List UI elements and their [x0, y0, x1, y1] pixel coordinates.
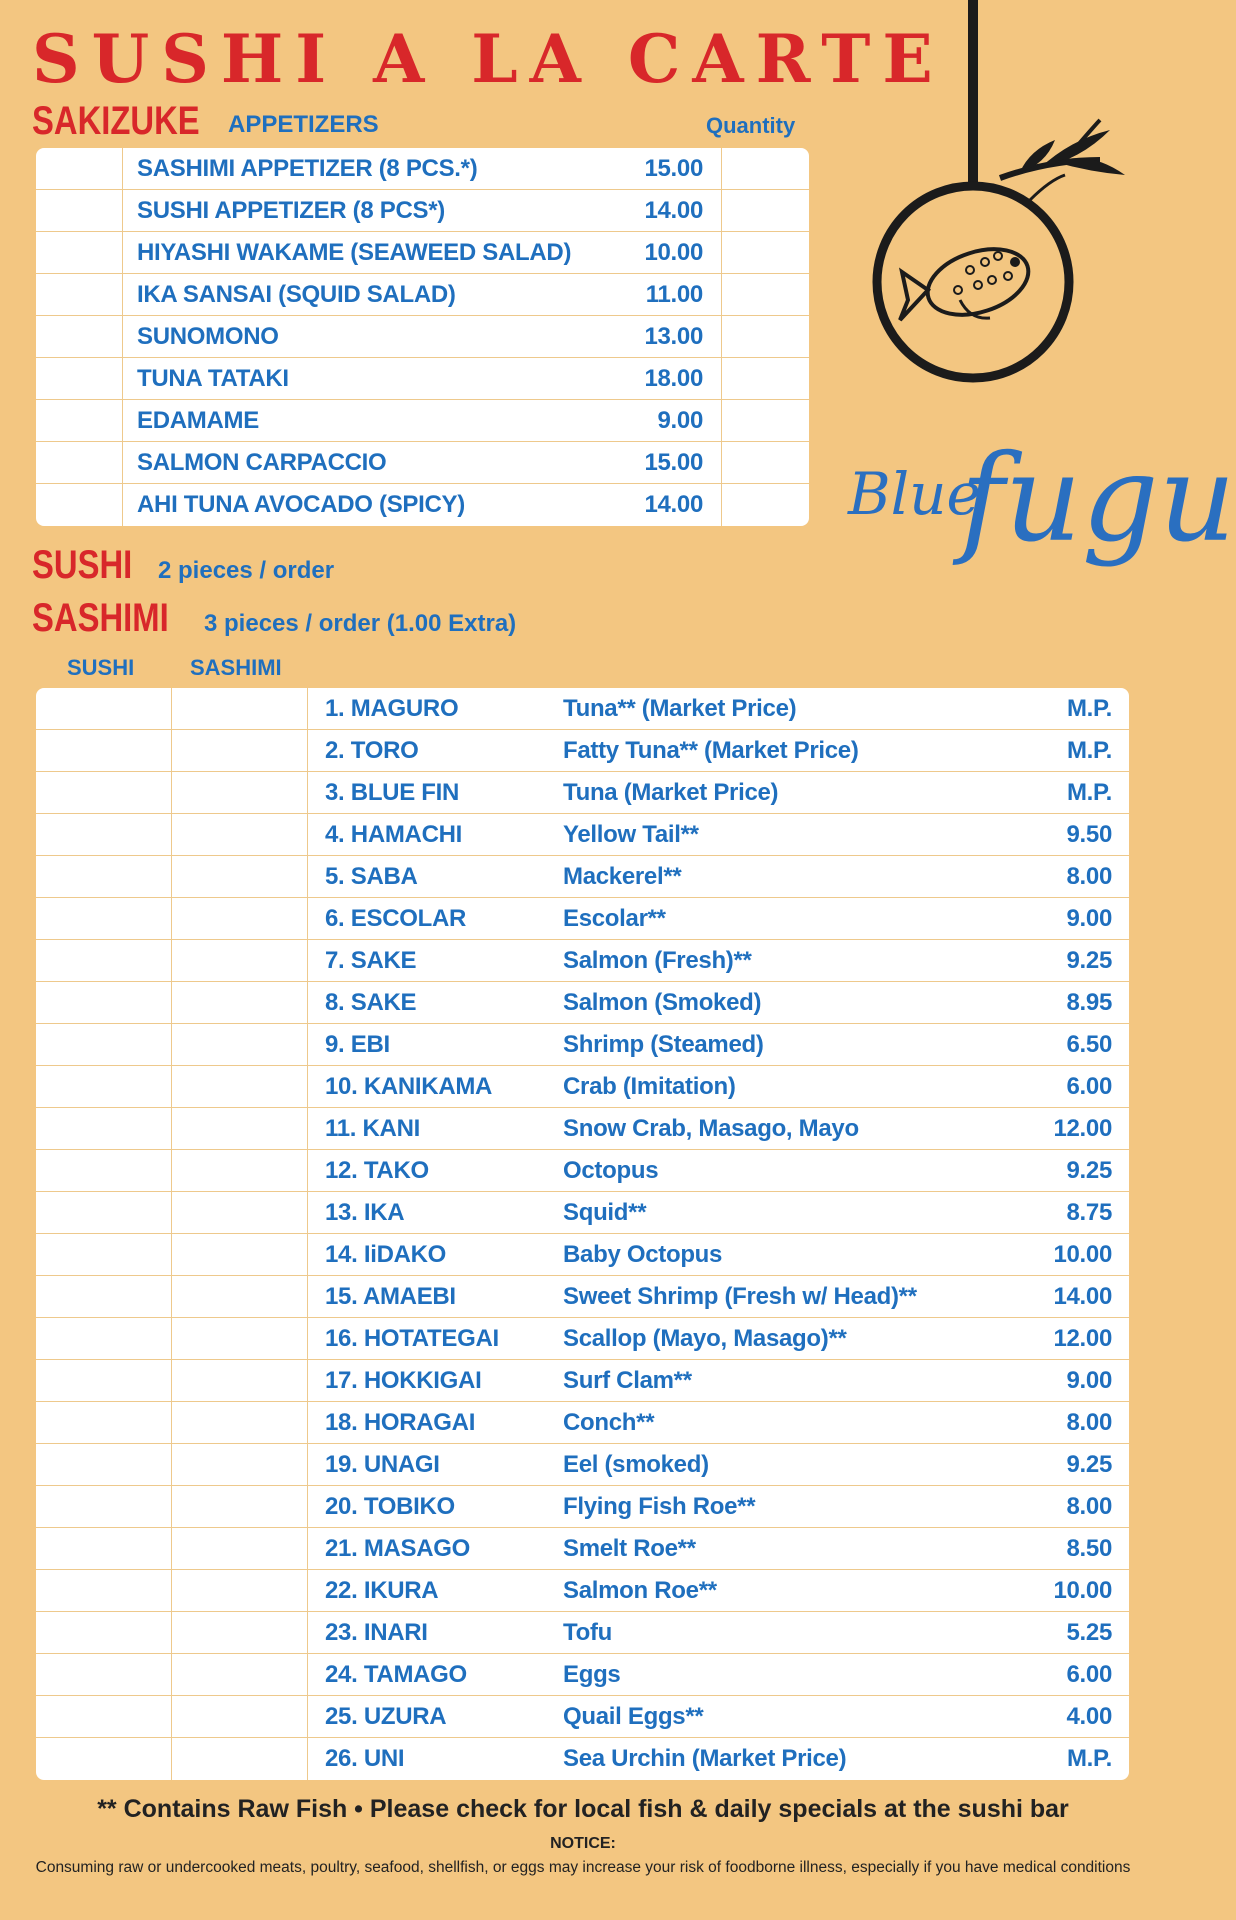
sushi-item-price: 5.25 — [1066, 1618, 1112, 1646]
quantity-cell[interactable] — [722, 274, 809, 315]
sushi-row — [36, 772, 1129, 814]
sushi-item-desc: Salmon (Smoked) — [563, 988, 762, 1016]
sushi-row — [36, 1738, 1129, 1780]
sushi-item-price: 8.75 — [1066, 1198, 1112, 1226]
sashimi-qty-cell[interactable] — [172, 940, 308, 981]
sushi-item-price: 4.00 — [1066, 1702, 1112, 1730]
quantity-cell[interactable] — [722, 484, 809, 526]
sashimi-qty-cell[interactable] — [172, 1150, 308, 1191]
quantity-cell[interactable] — [722, 148, 809, 189]
sushi-item-price: 12.00 — [1053, 1324, 1112, 1352]
sushi-row — [36, 898, 1129, 940]
appetizer-price: 14.00 — [543, 484, 722, 526]
sushi-row — [36, 1402, 1129, 1444]
sashimi-qty-cell[interactable] — [172, 1654, 308, 1695]
sushi-item-desc: Squid** — [563, 1198, 647, 1226]
quantity-cell[interactable] — [722, 316, 809, 357]
sushi-item-name: 8. SAKE — [325, 988, 417, 1016]
sushi-row — [36, 940, 1129, 982]
sushi-item-name: 19. UNAGI — [325, 1450, 440, 1478]
sushi-item-price: 9.00 — [1066, 1366, 1112, 1394]
appetizer-name: SUSHI APPETIZER (8 PCS*) — [137, 196, 445, 224]
sushi-row — [36, 1444, 1129, 1486]
sushi-item-desc: Shrimp (Steamed) — [563, 1030, 764, 1058]
sushi-item-name: 24. TAMAGO — [325, 1660, 467, 1688]
sushi-item-desc: Escolar** — [563, 904, 666, 932]
sashimi-qty-cell[interactable] — [172, 898, 308, 939]
sushi-qty-cell[interactable] — [36, 688, 172, 729]
appetizer-checkbox-cell[interactable] — [36, 190, 123, 231]
sushi-item-desc: Conch** — [563, 1408, 655, 1436]
sushi-qty-cell[interactable] — [36, 1066, 172, 1107]
appetizer-price: 13.00 — [543, 316, 722, 357]
sashimi-qty-cell[interactable] — [172, 1612, 308, 1653]
sashimi-qty-cell[interactable] — [172, 982, 308, 1023]
sushi-qty-cell[interactable] — [36, 1024, 172, 1065]
sushi-item-desc: Fatty Tuna** (Market Price) — [563, 736, 859, 764]
appetizer-name: TUNA TATAKI — [137, 364, 289, 392]
sushi-item-price: 10.00 — [1053, 1240, 1112, 1268]
appetizer-price: 15.00 — [543, 442, 722, 483]
appetizer-row — [36, 274, 809, 316]
sushi-item-price: 12.00 — [1053, 1114, 1112, 1142]
sushi-row — [36, 730, 1129, 772]
notice-label: NOTICE: — [550, 1835, 616, 1852]
logo-word-fugu: fugu — [960, 430, 1236, 569]
appetizer-name: IKA SANSAI (SQUID SALAD) — [137, 280, 456, 308]
sushi-qty-cell[interactable] — [36, 1696, 172, 1737]
sushi-item-price: 9.50 — [1066, 820, 1112, 848]
page-title: SUSHI A LA CARTE — [32, 20, 945, 98]
sushi-row — [36, 1612, 1129, 1654]
sushi-item-desc: Baby Octopus — [563, 1240, 723, 1268]
sashimi-qty-cell[interactable] — [172, 1234, 308, 1275]
sushi-row — [36, 1318, 1129, 1360]
sushi-row — [36, 1192, 1129, 1234]
sushi-qty-cell[interactable] — [36, 1108, 172, 1149]
sushi-item-desc: Snow Crab, Masago, Mayo — [563, 1114, 859, 1142]
sashimi-qty-cell[interactable] — [172, 1108, 308, 1149]
appetizer-checkbox-cell[interactable] — [36, 442, 123, 483]
sushi-item-desc: Flying Fish Roe** — [563, 1492, 756, 1520]
sushi-row — [36, 1570, 1129, 1612]
sashimi-qty-cell[interactable] — [172, 772, 308, 813]
sushi-item-desc: Scallop (Mayo, Masago)** — [563, 1324, 847, 1352]
sushi-item-price: 8.00 — [1066, 862, 1112, 890]
sushi-item-desc: Tuna (Market Price) — [563, 778, 779, 806]
sushi-item-price: M.P. — [1066, 778, 1112, 806]
appetizer-checkbox-cell[interactable] — [36, 148, 123, 189]
sashimi-qty-cell[interactable] — [172, 1402, 308, 1443]
appetizer-row — [36, 148, 809, 190]
sashimi-qty-cell[interactable] — [172, 814, 308, 855]
appetizer-name: EDAMAME — [137, 406, 259, 434]
sashimi-qty-cell[interactable] — [172, 730, 308, 771]
appetizer-row — [36, 358, 809, 400]
sushi-row — [36, 1486, 1129, 1528]
quantity-cell[interactable] — [722, 232, 809, 273]
sashimi-title: SASHIMI — [32, 596, 169, 640]
sushi-qty-cell[interactable] — [36, 1444, 172, 1485]
sushi-item-desc: Sea Urchin (Market Price) — [563, 1745, 847, 1772]
appetizer-name: SASHIMI APPETIZER (8 PCS.*) — [137, 154, 478, 182]
sushi-item-price: 9.25 — [1066, 1450, 1112, 1478]
quantity-cell[interactable] — [722, 442, 809, 483]
sushi-item-name: 6. ESCOLAR — [325, 904, 467, 932]
sushi-qty-cell[interactable] — [36, 1318, 172, 1359]
sushi-item-name: 23. INARI — [325, 1618, 428, 1646]
sushi-qty-cell[interactable] — [36, 1528, 172, 1569]
sushi-qty-cell[interactable] — [36, 814, 172, 855]
appetizer-name: HIYASHI WAKAME (SEAWEED SALAD) — [137, 238, 572, 266]
sashimi-qty-cell[interactable] — [172, 1696, 308, 1737]
sushi-item-desc: Octopus — [563, 1156, 659, 1184]
sushi-item-price: 9.25 — [1066, 946, 1112, 974]
sushi-item-name: 25. UZURA — [325, 1702, 447, 1730]
sushi-qty-cell[interactable] — [36, 1402, 172, 1443]
sushi-item-name: 12. TAKO — [325, 1156, 429, 1184]
sushi-row — [36, 982, 1129, 1024]
sakizuke-subtitle: APPETIZERS — [228, 111, 379, 138]
sushi-item-desc: Sweet Shrimp (Fresh w/ Head)** — [563, 1282, 917, 1310]
appetizer-name: SALMON CARPACCIO — [137, 448, 387, 476]
appetizer-checkbox-cell[interactable] — [36, 232, 123, 273]
sushi-item-desc: Eel (smoked) — [563, 1450, 709, 1478]
sushi-row — [36, 814, 1129, 856]
quantity-label: Quantity — [706, 113, 796, 138]
sushi-item-desc: Surf Clam** — [563, 1366, 692, 1394]
appetizer-name: SUNOMONO — [137, 322, 279, 350]
appetizer-checkbox-cell[interactable] — [36, 400, 123, 441]
sushi-item-name: 20. TOBIKO — [325, 1492, 455, 1520]
sushi-subtitle: 2 pieces / order — [158, 557, 335, 584]
sushi-item-desc: Smelt Roe** — [563, 1534, 696, 1562]
sashimi-qty-cell[interactable] — [172, 1444, 308, 1485]
appetizer-checkbox-cell[interactable] — [36, 316, 123, 357]
sushi-row — [36, 1150, 1129, 1192]
sushi-item-name: 4. HAMACHI — [325, 820, 463, 848]
sushi-item-desc: Crab (Imitation) — [563, 1072, 736, 1100]
sushi-item-price: 9.00 — [1066, 904, 1112, 932]
sushi-item-name: 18. HORAGAI — [325, 1408, 476, 1436]
sashimi-qty-cell[interactable] — [172, 1528, 308, 1569]
appetizer-price: 11.00 — [543, 274, 722, 315]
appetizer-row — [36, 316, 809, 358]
sushi-qty-cell[interactable] — [36, 898, 172, 939]
sashimi-subtitle: 3 pieces / order (1.00 Extra) — [204, 610, 517, 637]
appetizer-row — [36, 442, 809, 484]
sushi-item-price: M.P. — [1066, 694, 1112, 722]
appetizer-row — [36, 190, 809, 232]
sushi-item-name: 16. HOTATEGAI — [325, 1324, 499, 1352]
sushi-item-desc: Mackerel** — [563, 862, 682, 890]
sushi-qty-cell[interactable] — [36, 1738, 172, 1780]
sushi-item-price: 8.95 — [1066, 988, 1112, 1016]
column-sushi-label: SUSHI — [67, 655, 135, 680]
sushi-qty-cell[interactable] — [36, 1654, 172, 1695]
sushi-qty-cell[interactable] — [36, 772, 172, 813]
appetizer-price: 15.00 — [543, 148, 722, 189]
sushi-row — [36, 1234, 1129, 1276]
sashimi-qty-cell[interactable] — [172, 1318, 308, 1359]
sashimi-qty-cell[interactable] — [172, 1276, 308, 1317]
sushi-item-price: 14.00 — [1053, 1282, 1112, 1310]
sashimi-qty-cell[interactable] — [172, 1738, 308, 1780]
sushi-item-name: 26. UNI — [325, 1745, 405, 1772]
sushi-row — [36, 1024, 1129, 1066]
appetizer-price: 18.00 — [543, 358, 722, 399]
sushi-qty-cell[interactable] — [36, 940, 172, 981]
sushi-item-price: 8.50 — [1066, 1534, 1112, 1562]
sushi-item-name: 15. AMAEBI — [325, 1282, 456, 1310]
logo-word-blue: Blue — [848, 460, 981, 528]
quantity-cell[interactable] — [722, 358, 809, 399]
sushi-row — [36, 688, 1129, 730]
sushi-item-price: 9.25 — [1066, 1156, 1112, 1184]
sashimi-qty-cell[interactable] — [172, 688, 308, 729]
appetizer-row — [36, 400, 809, 442]
appetizer-table — [36, 148, 809, 526]
sushi-item-price: 10.00 — [1053, 1576, 1112, 1604]
sushi-row — [36, 1528, 1129, 1570]
sushi-row — [36, 1360, 1129, 1402]
sushi-item-desc: Tuna** (Market Price) — [563, 694, 797, 722]
sushi-item-desc: Salmon (Fresh)** — [563, 946, 752, 974]
sushi-item-name: 5. SABA — [325, 862, 418, 890]
sushi-item-price: 6.00 — [1066, 1072, 1112, 1100]
sushi-item-name: 7. SAKE — [325, 946, 417, 974]
appetizer-row — [36, 484, 809, 526]
notice-text: Consuming raw or undercooked meats, poultry, seafood, shellfish, or eggs may increase your risk of foodborne illness, especially if you have medical conditions — [35, 1859, 1131, 1876]
sushi-item-name: 11. KANI — [325, 1114, 420, 1142]
sushi-item-name: 10. KANIKAMA — [325, 1072, 493, 1100]
sushi-table — [36, 688, 1129, 1780]
sushi-row — [36, 1108, 1129, 1150]
sushi-item-name: 17. HOKKIGAI — [325, 1366, 482, 1394]
appetizer-checkbox-cell[interactable] — [36, 358, 123, 399]
sushi-item-name: 3. BLUE FIN — [325, 778, 460, 806]
sushi-row — [36, 856, 1129, 898]
sushi-item-name: 14. IiDAKO — [325, 1240, 447, 1268]
appetizer-row — [36, 232, 809, 274]
sushi-item-price: 8.00 — [1066, 1492, 1112, 1520]
sushi-row — [36, 1696, 1129, 1738]
sushi-item-price: 6.00 — [1066, 1660, 1112, 1688]
sushi-item-price: 8.00 — [1066, 1408, 1112, 1436]
quantity-cell[interactable] — [722, 400, 809, 441]
column-sashimi-label: SASHIMI — [190, 655, 282, 680]
sushi-item-desc: Quail Eggs** — [563, 1702, 704, 1730]
sashimi-qty-cell[interactable] — [172, 1570, 308, 1611]
fugu-fish-icon — [850, 0, 1140, 390]
sushi-item-name: 2. TORO — [325, 736, 419, 764]
appetizer-checkbox-cell[interactable] — [36, 274, 123, 315]
sashimi-qty-cell[interactable] — [172, 856, 308, 897]
sashimi-qty-cell[interactable] — [172, 1360, 308, 1401]
sushi-qty-cell[interactable] — [36, 1276, 172, 1317]
sushi-item-price: 6.50 — [1066, 1030, 1112, 1058]
sushi-qty-cell[interactable] — [36, 1486, 172, 1527]
sushi-qty-cell[interactable] — [36, 1192, 172, 1233]
sushi-item-desc: Salmon Roe** — [563, 1576, 717, 1604]
sushi-qty-cell[interactable] — [36, 856, 172, 897]
sushi-row — [36, 1276, 1129, 1318]
appetizer-price: 14.00 — [543, 190, 722, 231]
sashimi-qty-cell[interactable] — [172, 1192, 308, 1233]
sushi-row — [36, 1066, 1129, 1108]
sushi-title: SUSHI — [32, 543, 133, 587]
appetizer-name: AHI TUNA AVOCADO (SPICY) — [137, 491, 465, 518]
sushi-qty-cell[interactable] — [36, 1234, 172, 1275]
sushi-qty-cell[interactable] — [36, 1570, 172, 1611]
raw-fish-note: ** Contains Raw Fish • Please check for local fish & daily specials at the sushi bar — [97, 1795, 1069, 1823]
sushi-item-desc: Eggs — [563, 1660, 621, 1688]
quantity-cell[interactable] — [722, 190, 809, 231]
sushi-item-price: M.P. — [1066, 736, 1112, 764]
appetizer-price: 9.00 — [543, 400, 722, 441]
sushi-item-desc: Tofu — [563, 1618, 612, 1646]
sushi-item-desc: Yellow Tail** — [563, 820, 699, 848]
sushi-qty-cell[interactable] — [36, 730, 172, 771]
sushi-item-price: M.P. — [1066, 1745, 1112, 1772]
sushi-item-name: 1. MAGURO — [325, 694, 459, 722]
sashimi-qty-cell[interactable] — [172, 1024, 308, 1065]
appetizer-checkbox-cell[interactable] — [36, 484, 123, 526]
sushi-item-name: 22. IKURA — [325, 1576, 439, 1604]
sashimi-qty-cell[interactable] — [172, 1066, 308, 1107]
sushi-qty-cell[interactable] — [36, 1612, 172, 1653]
sushi-qty-cell[interactable] — [36, 982, 172, 1023]
sushi-item-name: 13. IKA — [325, 1198, 405, 1226]
sushi-row — [36, 1654, 1129, 1696]
sakizuke-title: SAKIZUKE — [32, 99, 200, 143]
sushi-qty-cell[interactable] — [36, 1150, 172, 1191]
sushi-qty-cell[interactable] — [36, 1360, 172, 1401]
sushi-item-name: 21. MASAGO — [325, 1534, 471, 1562]
appetizer-price: 10.00 — [543, 232, 722, 273]
sushi-item-name: 9. EBI — [325, 1030, 390, 1058]
sashimi-qty-cell[interactable] — [172, 1486, 308, 1527]
